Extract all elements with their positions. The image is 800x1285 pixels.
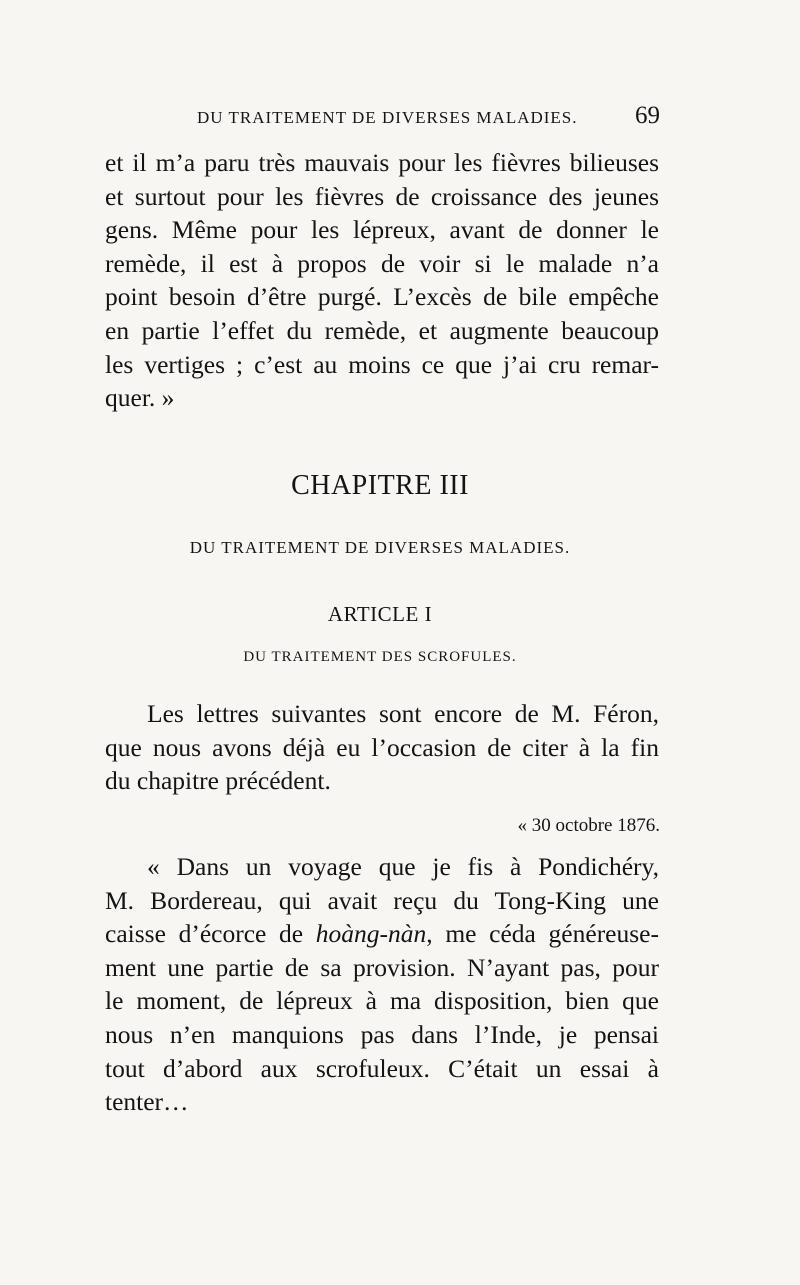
text-line: remède, il est à propos de voir si le malade n’a: [105, 248, 659, 278]
page-number: 69: [635, 102, 660, 129]
text-segment: , me céda généreuse-: [426, 919, 659, 949]
chapter-subtitle: DU TRAITEMENT DE DIVERSES MALADIES.: [189, 538, 571, 557]
text-line: ment une partie de sa provision. N’ayant pas, pour: [105, 952, 659, 982]
text-segment: caisse d’écorce de: [105, 919, 316, 949]
text-line: tout d’abord aux scrofuleux. C’était un essai à: [105, 1053, 659, 1083]
text-line: [105, 917, 659, 951]
text-line: et il m’a paru très mauvais pour les fièvres bilieuses: [105, 148, 659, 177]
text-line: les vertiges ; c’est au moins ce que j’ai cru remar-: [105, 349, 659, 379]
article-title: ARTICLE I: [327, 602, 433, 626]
text-line: en partie l’effet du remède, et augmente beaucoup: [105, 315, 659, 345]
text-line: M. Bordereau, qui avait reçu du Tong-King une: [105, 885, 659, 915]
text-line: point besoin d’être purgé. L’excès de bile empêche: [105, 282, 659, 312]
running-header: [105, 104, 660, 134]
text-line: nous n’en manquions pas dans l’Inde, je pensai: [105, 1019, 659, 1049]
text-line: gens. Même pour les lépreux, avant de donner le: [105, 215, 659, 245]
chapter-title: CHAPITRE III: [291, 470, 469, 501]
article-subtitle: DU TRAITEMENT DES SCROFULES.: [243, 649, 517, 665]
text-line: que nous avons déjà eu l’occasion de citer à la fin: [105, 732, 659, 762]
text-line: « Dans un voyage que je fis à Pondichéry,: [147, 852, 659, 881]
running-title: DU TRAITEMENT DE DIVERSES MALADIES.: [197, 108, 578, 127]
letter-date: « 30 octobre 1876.: [517, 815, 660, 836]
paragraph-intro: [105, 697, 659, 798]
text-line: Les lettres suivantes sont encore de M. Féron,: [147, 699, 659, 728]
text-line: quer. »: [105, 383, 175, 413]
text-line: et surtout pour les fièvres de croissance des jeunes: [105, 181, 659, 211]
text-line: tenter…: [105, 1087, 189, 1117]
paragraph-continuation: [105, 146, 659, 415]
italic-term: hoàng-nàn: [315, 919, 427, 949]
paragraph-letter: [105, 850, 659, 1119]
text-line: le moment, de lépreux à ma disposition, bien que: [105, 986, 659, 1016]
text-line: du chapitre précédent.: [105, 766, 331, 796]
